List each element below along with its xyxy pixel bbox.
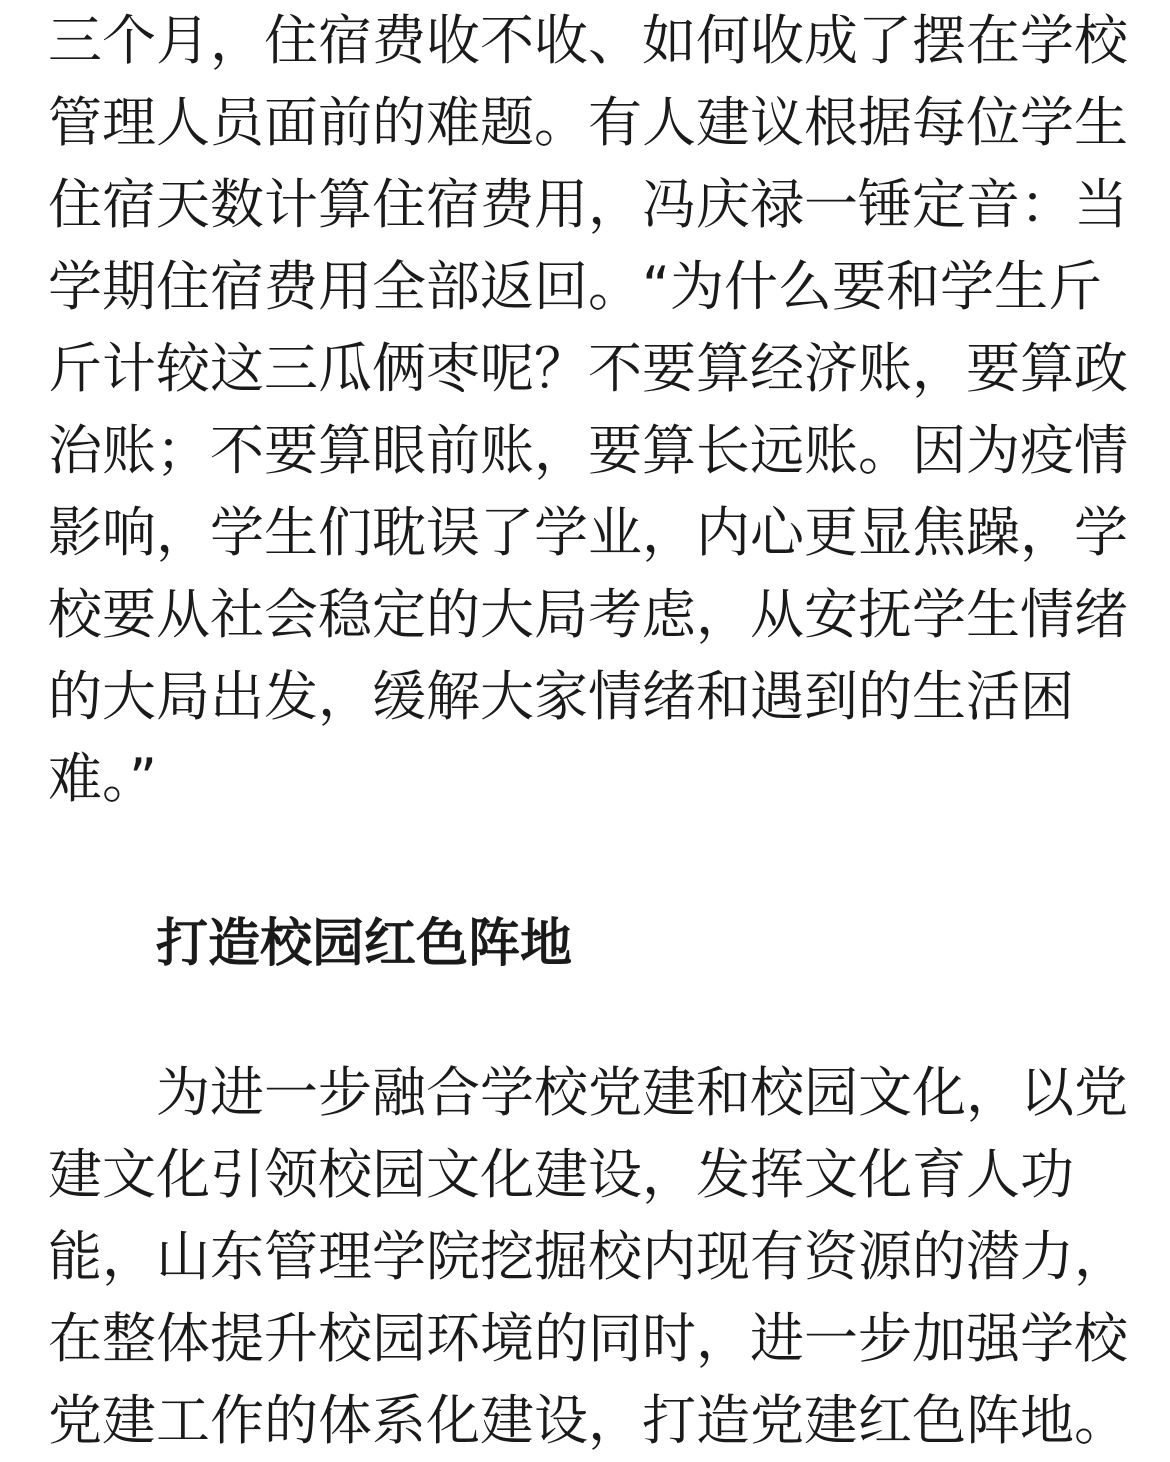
paragraph-housing-fee	[48, 0, 1128, 820]
paragraph-line: 三个月，住宿费收不收、如何收成了摆在学校	[48, 9, 1128, 72]
paragraph-red-base	[48, 1052, 1128, 1462]
paragraph-line: 在整体提升校园环境的同时，进一步加强学校	[48, 1307, 1128, 1370]
paragraph-line: 斤计较这三瓜俩枣呢？不要算经济账，要算政	[48, 337, 1128, 400]
paragraph-line: 党建工作的体系化建设，打造党建红色阵地。	[48, 1389, 1128, 1452]
paragraph-line: 的大局出发，缓解大家情绪和遇到的生活困	[48, 665, 1074, 728]
paragraph-line: 治账；不要算眼前账，要算长远账。因为疫情	[48, 419, 1128, 482]
paragraph-line: 学期住宿费用全部返回。“为什么要和学生斤	[48, 255, 1102, 318]
paragraph-line: 校要从社会稳定的大局考虑，从安抚学生情绪	[48, 583, 1128, 646]
section-heading: 打造校园红色阵地	[156, 914, 573, 974]
paragraph-line: 影响，学生们耽误了学业，内心更显焦躁，学	[48, 501, 1128, 564]
paragraph-line: 管理人员面前的难题。有人建议根据每位学生	[48, 91, 1128, 154]
paragraph-line: 为进一步融合学校党建和校园文化，以党	[156, 1061, 1128, 1124]
paragraph-line: 难。”	[48, 747, 157, 810]
article-body	[48, 0, 1128, 1462]
paragraph-line: 能，山东管理学院挖掘校内现有资源的潜力，	[48, 1225, 1128, 1288]
paragraph-line: 住宿天数计算住宿费用，冯庆禄一锤定音：当	[48, 173, 1128, 236]
paragraph-line: 建文化引领校园文化建设，发挥文化育人功	[48, 1143, 1074, 1206]
